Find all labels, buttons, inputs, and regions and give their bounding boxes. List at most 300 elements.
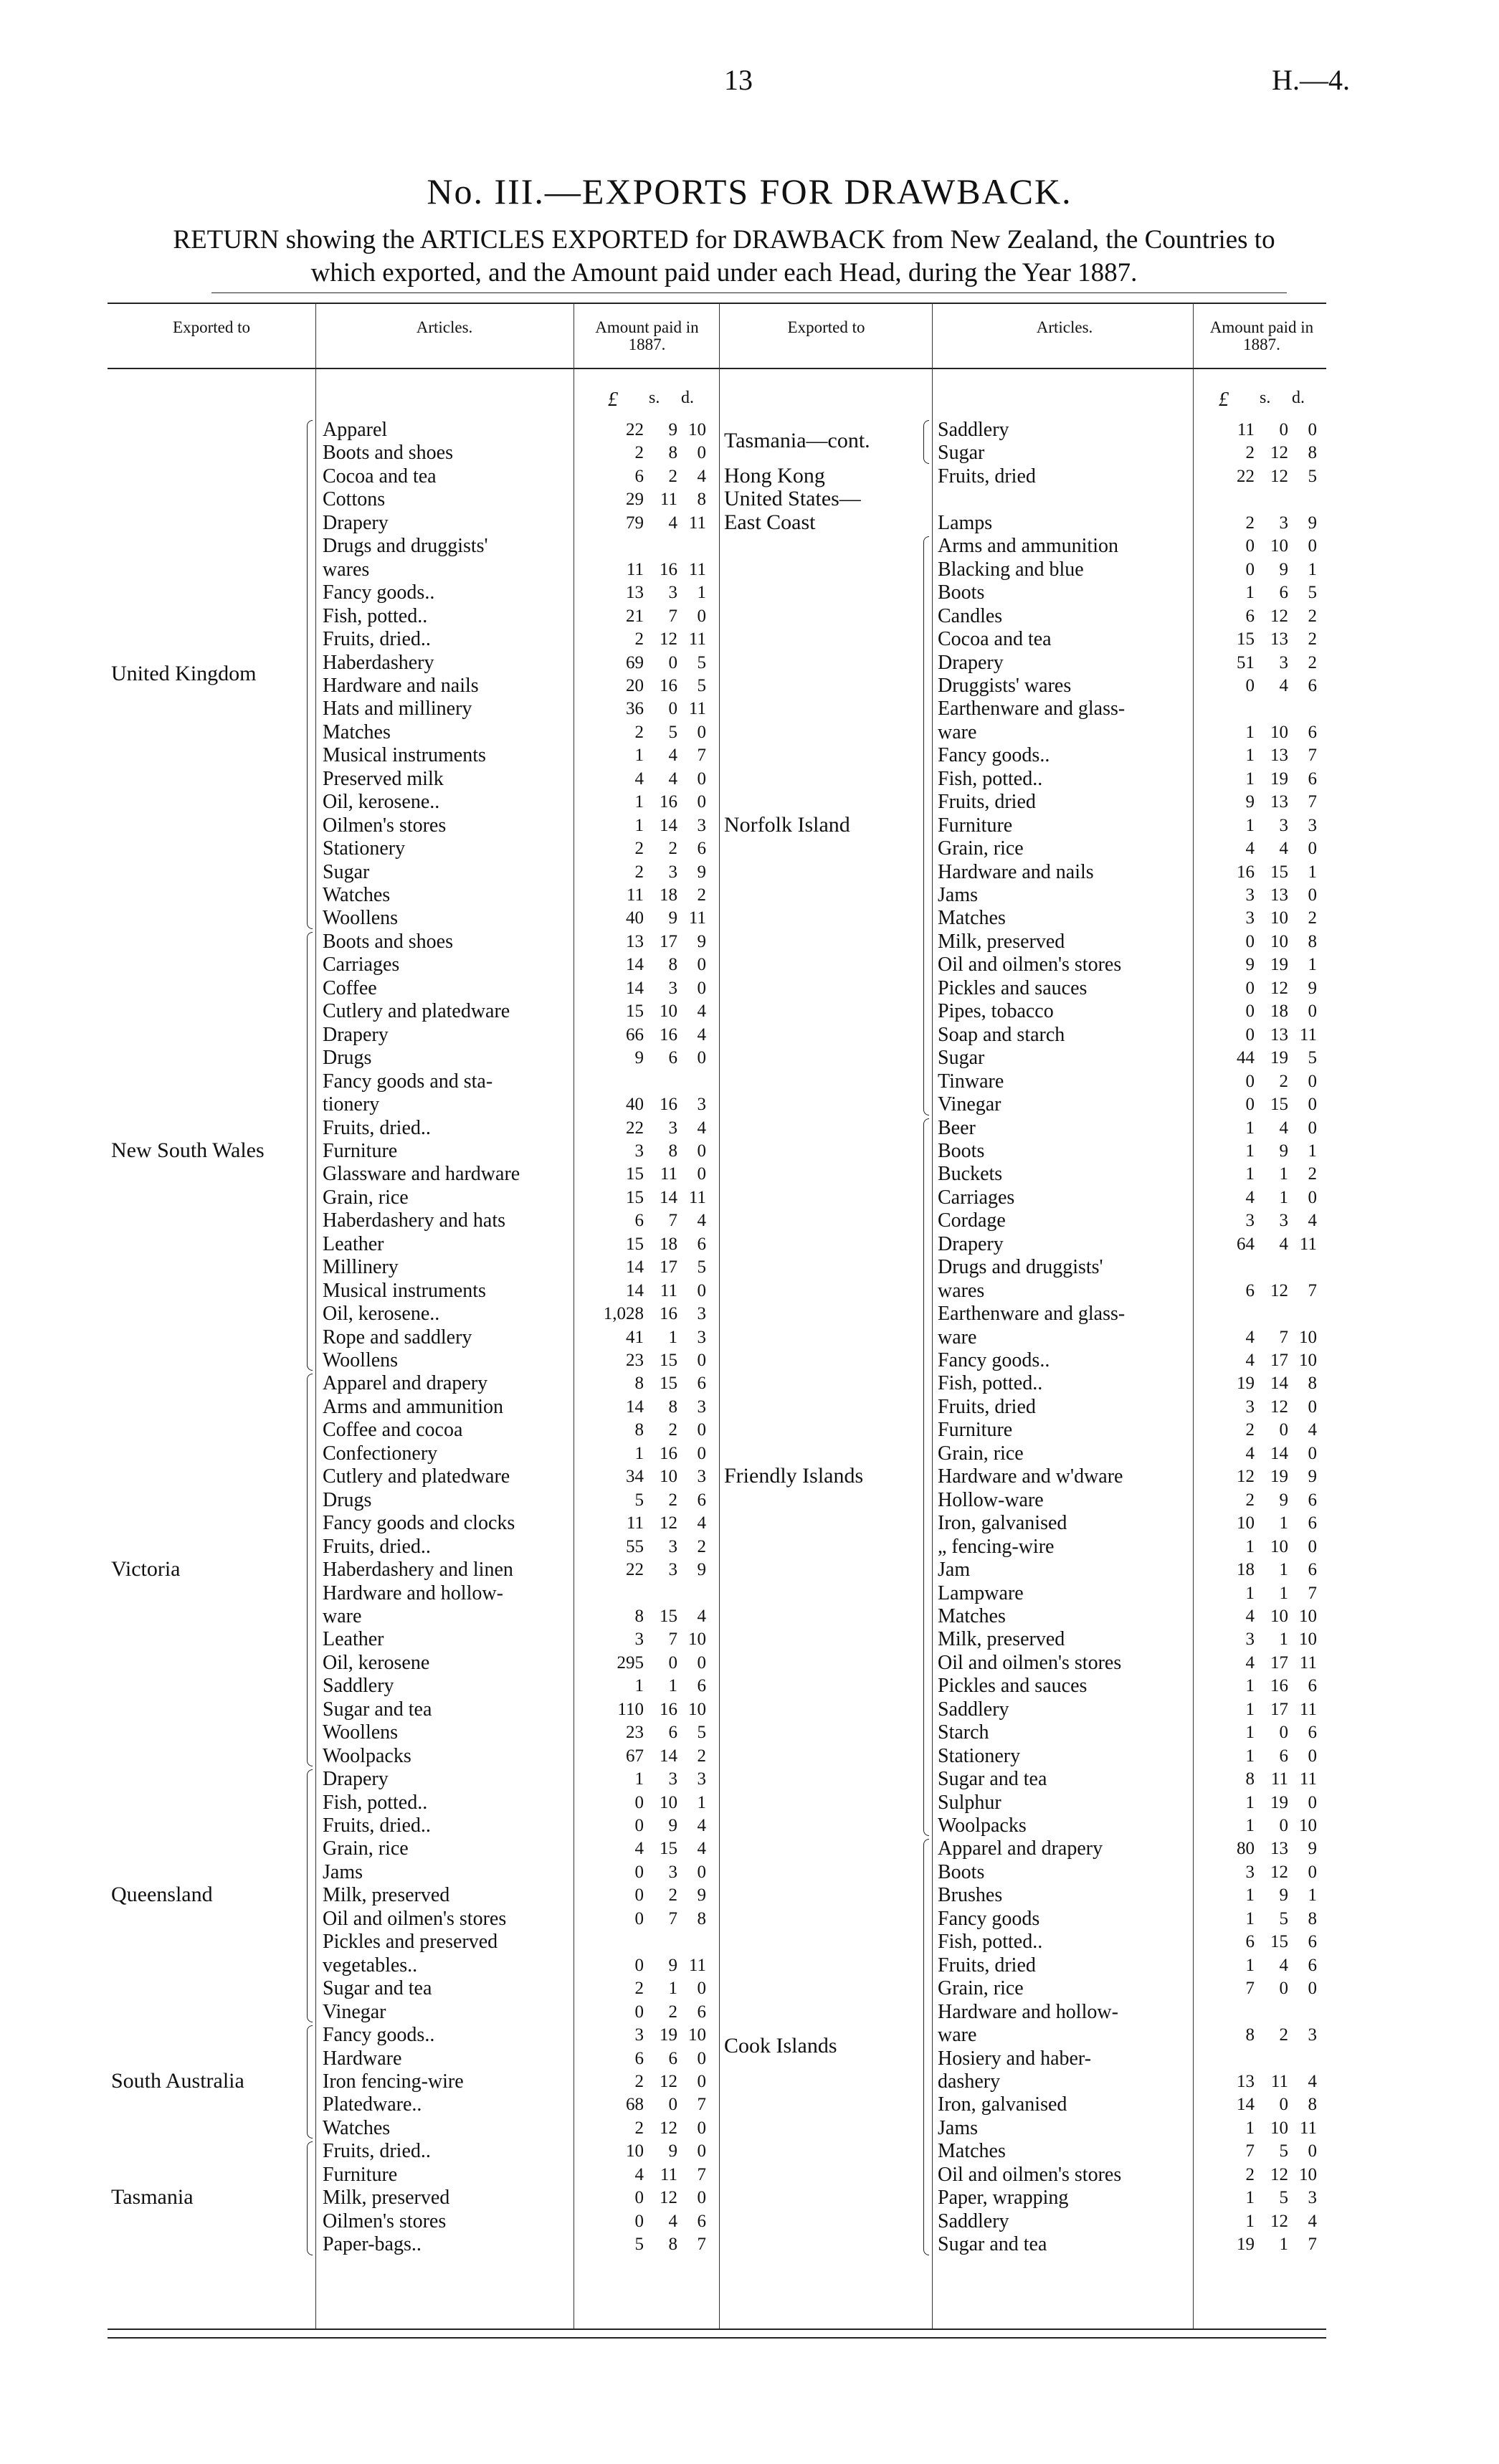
amount-shillings: 9 [668,1816,677,1835]
article-name: Matches [938,2140,1006,2163]
article-name: Leather [323,1628,384,1651]
article-name: Drugs [323,1047,372,1070]
amount-pounds: 14 [1237,2095,1255,2115]
amount-shillings: 6 [668,1723,677,1743]
amount-shillings: 15 [1270,862,1288,882]
amount-shillings: 7 [668,606,677,626]
amount-pence: 4 [1308,2211,1317,2231]
article-name: Platedware.. [323,2093,422,2116]
amount-pounds: 67 [626,1746,644,1766]
article-name: Watches [323,884,391,906]
country-label: New South Wales [111,1138,265,1162]
amount-shillings: 15 [1270,1095,1288,1115]
table-header-rule [108,368,1326,369]
amount-pence: 3 [1308,2025,1317,2045]
amount-shillings: 5 [1279,2141,1288,2161]
article-name: Drapery [323,1768,389,1791]
amount-pence: 5 [1308,466,1317,486]
country-label: Norfolk Island [724,812,850,837]
amount-pence: 0 [697,2048,706,2068]
article-name: Pipes, tobacco [938,1000,1054,1023]
group-brace [923,1839,929,2255]
amount-pence: 11 [1299,1769,1317,1789]
amount-shillings: 15 [660,1374,677,1394]
amount-shillings: 14 [660,1187,677,1207]
amount-shillings: 4 [1279,839,1288,859]
amount-pounds: 15 [626,1187,644,1207]
header-exported-to: Exported to [173,318,250,336]
amount-pounds: 14 [626,955,644,975]
currency-pence-2: d. [1292,389,1305,407]
country-label: Tasmania [111,2185,194,2209]
article-name: Haberdashery and linen [323,1559,513,1581]
amount-pence: 0 [697,1351,706,1370]
amount-pence: 0 [1308,1792,1317,1812]
amount-pence: 6 [1308,1955,1317,1975]
amount-shillings: 14 [1270,1443,1288,1463]
amount-shillings: 13 [1270,1024,1288,1045]
amount-pence: 9 [1308,978,1317,998]
amount-shillings: 9 [1279,1141,1288,1161]
amount-shillings: 16 [660,559,677,579]
amount-pounds: 66 [626,1024,644,1045]
group-brace [923,1118,929,1837]
article-name: Fish, potted.. [938,767,1043,790]
amount-pounds: 8 [634,1374,644,1394]
amount-shillings: 7 [1279,1327,1288,1347]
amount-pence: 6 [697,839,706,859]
amount-pounds: 69 [626,652,644,672]
amount-shillings: 6 [1279,1746,1288,1766]
article-name: Fish, potted.. [323,604,428,627]
amount-shillings: 0 [1279,2095,1288,2115]
amount-shillings: 11 [660,2164,677,2184]
amount-pence: 3 [1308,815,1317,835]
amount-shillings: 11 [660,490,677,510]
amount-shillings: 16 [660,1095,677,1115]
amount-pence: 4 [697,1513,706,1533]
amount-pounds: 4 [1245,1327,1255,1347]
article-name: Jams [938,2116,978,2139]
amount-pounds: 40 [626,908,644,928]
article-name: Furniture [938,1419,1013,1442]
amount-pounds: 13 [1237,2071,1255,2091]
amount-pence: 6 [1308,1676,1317,1696]
amount-pounds: 2 [1245,2164,1255,2184]
article-name: Sugar [938,442,985,465]
article-name: Rope and saddlery [323,1326,472,1348]
amount-shillings: 17 [1270,1699,1288,1719]
amount-pence: 10 [1299,1327,1317,1347]
amount-pence: 1 [1308,559,1317,579]
amount-shillings: 14 [1270,1374,1288,1394]
amount-pounds: 19 [1237,1374,1255,1394]
amount-pence: 0 [1308,1187,1317,1207]
amount-pence: 2 [1308,629,1317,650]
amount-shillings: 17 [1270,1652,1288,1673]
article-name: Drapery [323,511,389,534]
amount-pounds: 1 [1245,746,1255,766]
amount-pence: 0 [1308,1536,1317,1556]
amount-shillings: 16 [660,1443,677,1463]
article-name: Fruits, dried [938,791,1036,814]
amount-pence: 8 [1308,1908,1317,1928]
amount-pence: 4 [697,1002,706,1022]
amount-pence: 10 [1299,1351,1317,1370]
article-name: Fancy goods and sta- [323,1070,493,1093]
article-name: Milk, preserved [938,930,1065,953]
amount-pounds: 4 [1245,1606,1255,1626]
amount-pounds: 1 [1245,1723,1255,1743]
amount-shillings: 0 [1279,1723,1288,1743]
amount-shillings: 12 [1270,1397,1288,1417]
group-brace [307,1374,313,1766]
article-name: Hollow-ware [938,1488,1044,1511]
amount-pence: 8 [697,490,706,510]
amount-shillings: 10 [660,1792,677,1812]
amount-pence: 6 [697,2002,706,2022]
amount-pence: 0 [697,792,706,812]
article-name: Oil and oilmen's stores [938,953,1122,976]
article-name: tionery [323,1093,380,1116]
amount-shillings: 5 [668,722,677,742]
amount-pence: 0 [1308,1002,1317,1022]
amount-pounds: 34 [626,1467,644,1487]
amount-pence: 0 [1308,536,1317,556]
amount-pounds: 0 [634,2211,644,2231]
currency-shillings-2: s. [1260,389,1271,407]
amount-pence: 5 [697,1723,706,1743]
article-name: Cutlery and platedware [323,1000,510,1023]
amount-pounds: 0 [634,1885,644,1906]
article-name: Iron, galvanised [938,1512,1067,1535]
amount-pence: 3 [697,1397,706,1417]
amount-shillings: 0 [668,2095,677,2115]
article-name: Fruits, dried.. [323,1535,431,1558]
amount-pounds: 0 [634,1908,644,1928]
amount-pence: 9 [697,1560,706,1580]
amount-pounds: 14 [626,1280,644,1300]
amount-pence: 4 [697,466,706,486]
amount-pence: 11 [1299,2118,1317,2138]
amount-pounds: 110 [617,1699,644,1719]
amount-shillings: 10 [1270,1606,1288,1626]
amount-pounds: 14 [626,978,644,998]
amount-shillings: 12 [1270,606,1288,626]
amount-pounds: 55 [626,1536,644,1556]
amount-pounds: 3 [1245,1211,1255,1231]
amount-pounds: 4 [1245,1652,1255,1673]
amount-shillings: 9 [668,1955,677,1975]
amount-shillings: 0 [668,652,677,672]
amount-pence: 0 [697,1420,706,1440]
article-name: Glassware and hardware [323,1163,520,1186]
amount-pounds: 1 [1245,1816,1255,1835]
amount-shillings: 10 [660,1002,677,1022]
amount-pence: 0 [1308,1095,1317,1115]
article-name: Saddlery [938,419,1009,441]
article-name: Sugar and tea [323,1698,432,1721]
amount-pence: 2 [697,1536,706,1556]
amount-pounds: 0 [1245,536,1255,556]
subtitle [115,224,1333,290]
article-name: Sulphur [938,1791,1001,1814]
amount-pounds: 1 [634,792,644,812]
amount-pounds: 5 [634,2235,644,2255]
article-name: Woollens [323,907,399,930]
amount-pence: 0 [697,955,706,975]
article-name: Drugs and druggists' [323,535,488,558]
article-name: Saddlery [938,2209,1009,2232]
amount-pence: 4 [697,1606,706,1626]
article-name: Matches [323,720,391,743]
article-name: Fancy goods [938,1907,1040,1930]
amount-pence: 3 [697,1095,706,1115]
article-name: Cocoa and tea [323,465,437,487]
article-name: Fruits, dried.. [323,628,431,651]
header-amount-2: Amount paid in 1887. [1209,318,1314,353]
amount-pounds: 2 [634,722,644,742]
amount-pounds: 4 [634,769,644,789]
amount-pence: 9 [697,862,706,882]
amount-pence: 11 [688,629,706,650]
amount-shillings: 2 [668,1420,677,1440]
amount-pence: 0 [1308,1071,1317,1091]
amount-pounds: 8 [1245,2025,1255,2045]
amount-shillings: 3 [668,1769,677,1789]
amount-shillings: 4 [668,769,677,789]
amount-pence: 10 [688,420,706,439]
amount-shillings: 9 [1279,1490,1288,1510]
amount-pence: 2 [1308,652,1317,672]
amount-shillings: 15 [660,1351,677,1370]
country-label: Victoria [111,1557,181,1581]
amount-shillings: 1 [1279,1583,1288,1603]
amount-pence: 8 [1308,2095,1317,2115]
amount-pence: 0 [697,443,706,463]
article-name: Fish, potted.. [938,1931,1043,1954]
amount-pounds: 1 [1245,1536,1255,1556]
amount-pounds: 1 [1245,722,1255,742]
amount-pence: 4 [697,1839,706,1859]
amount-shillings: 16 [1270,1676,1288,1696]
amount-pence: 7 [697,2095,706,2115]
subtitle-line-2: which exported, and the Amount paid under each Head, during the Year 1887. [310,258,1138,287]
article-name: Fruits, dried.. [323,1116,431,1139]
article-name: Oil and oilmen's stores [938,1651,1122,1674]
amount-shillings: 16 [660,792,677,812]
amount-pounds: 0 [634,1955,644,1975]
article-name: Apparel [323,419,388,441]
amount-pence: 0 [1308,2141,1317,2161]
amount-shillings: 3 [668,978,677,998]
amount-pounds: 3 [1245,1862,1255,1882]
amount-shillings: 13 [1270,1839,1288,1859]
amount-pounds: 1 [1245,1792,1255,1812]
amount-pence: 0 [1308,1746,1317,1766]
article-name: Woolpacks [938,1814,1027,1837]
article-name: ware [323,1604,362,1627]
country-label: Friendly Islands [724,1464,864,1488]
article-name: Sugar and tea [938,2233,1047,2256]
amount-shillings: 17 [660,1257,677,1278]
amount-pence: 11 [1299,1652,1317,1673]
article-name: wares [938,1279,985,1302]
amount-shillings: 11 [1270,1769,1288,1789]
amount-shillings: 15 [660,1839,677,1859]
amount-shillings: 4 [1279,1118,1288,1138]
article-name: Woollens [323,1349,399,1371]
amount-pounds: 295 [617,1652,644,1673]
amount-pounds: 2 [1245,513,1255,533]
article-name: Milk, preserved [323,2187,450,2209]
amount-pence: 5 [697,675,706,695]
amount-pence: 0 [697,1141,706,1161]
amount-pence: 1 [1308,1885,1317,1906]
amount-pence: 0 [697,769,706,789]
amount-shillings: 19 [1270,1048,1288,1068]
article-name: Boots and shoes [323,442,453,465]
amount-pence: 10 [688,2025,706,2045]
amount-pounds: 36 [626,699,644,719]
amount-pounds: 1 [1245,1908,1255,1928]
article-name: Carriages [323,953,400,976]
amount-shillings: 3 [1279,1211,1288,1231]
amount-shillings: 8 [668,2235,677,2255]
country-label: East Coast [724,510,816,534]
amount-pounds: 10 [626,2141,644,2161]
amount-pounds: 23 [626,1723,644,1743]
country-label: Tasmania—cont. [724,429,870,453]
article-name: Iron, galvanised [938,2093,1067,2116]
amount-shillings: 0 [668,1652,677,1673]
amount-shillings: 4 [1279,675,1288,695]
amount-shillings: 18 [1270,1002,1288,1022]
amount-pence: 4 [697,1024,706,1045]
amount-pence: 9 [697,931,706,951]
amount-pence: 0 [1308,1862,1317,1882]
amount-shillings: 3 [668,1536,677,1556]
country-label: Hong Kong [724,463,825,487]
article-name: Grain, rice [938,837,1024,860]
amount-shillings: 13 [1270,792,1288,812]
amount-shillings: 0 [1279,1420,1288,1440]
amount-pounds: 1 [1245,769,1255,789]
amount-pence: 5 [1308,1048,1317,1068]
amount-pounds: 3 [634,1141,644,1161]
amount-shillings: 4 [668,513,677,533]
amount-pence: 5 [1308,583,1317,603]
amount-shillings: 9 [1279,1885,1288,1906]
amount-shillings: 12 [660,2188,677,2208]
amount-pounds: 2 [634,839,644,859]
article-name: Preserved milk [323,767,444,790]
amount-shillings: 12 [660,2118,677,2138]
article-name: Lampware [938,1581,1024,1604]
amount-pence: 6 [1308,769,1317,789]
currency-pounds-2: £ [1219,389,1229,411]
amount-pounds: 2 [634,443,644,463]
amount-shillings: 1 [668,1676,677,1696]
article-name: Jams [323,1860,363,1883]
amount-pounds: 23 [626,1351,644,1370]
article-name: Fruits, dried [938,1395,1036,1418]
amount-shillings: 17 [660,931,677,951]
amount-pounds: 2 [634,1979,644,1999]
article-name: Paper, wrapping [938,2187,1069,2209]
article-name: Furniture [323,2163,398,2186]
amount-pounds: 0 [1245,978,1255,998]
article-name: Hardware and hollow- [938,2000,1118,2023]
amount-pence: 8 [697,1908,706,1928]
article-name: Coffee and cocoa [323,1419,463,1442]
amount-pounds: 0 [1245,1024,1255,1045]
amount-pence: 0 [697,1862,706,1882]
amount-shillings: 16 [660,675,677,695]
amount-pence: 5 [697,652,706,672]
amount-pounds: 2 [634,2118,644,2138]
amount-pence: 6 [697,1676,706,1696]
amount-pounds: 1 [1245,1746,1255,1766]
article-name: Leather [323,1232,384,1255]
amount-pence: 2 [1308,1164,1317,1184]
article-name: Coffee [323,976,377,999]
amount-pence: 2 [1308,908,1317,928]
amount-pence: 6 [697,2211,706,2231]
amount-pence: 4 [1308,1211,1317,1231]
amount-pence: 5 [697,1257,706,1278]
header-amount: Amount paid in 1887. [595,318,699,353]
amount-pence: 11 [688,513,706,533]
article-name: Boots and shoes [323,930,453,953]
amount-shillings: 1 [1279,1187,1288,1207]
amount-pence: 10 [1299,1630,1317,1650]
amount-pounds: 1 [1245,1141,1255,1161]
article-name: Drugs [323,1488,372,1511]
amount-pounds: 1 [634,1443,644,1463]
article-name: Hardware and w'dware [938,1465,1123,1488]
amount-pounds: 79 [626,513,644,533]
amount-pence: 7 [1308,746,1317,766]
amount-pounds: 9 [634,1048,644,1068]
amount-pounds: 6 [1245,1280,1255,1300]
subtitle-line-1: RETURN showing the ARTICLES EXPORTED for DRAWBACK from New Zealand, the Countries to [173,225,1275,255]
amount-pounds: 1 [1245,2118,1255,2138]
amount-pence: 7 [697,746,706,766]
article-name: Pickles and sauces [938,976,1088,999]
amount-shillings: 10 [1270,2118,1288,2138]
amount-pence: 0 [1308,1443,1317,1463]
article-name: Fruits, dried.. [323,2140,431,2163]
amount-shillings: 0 [1279,1979,1288,1999]
article-name: Cottons [323,488,386,511]
currency-pence: d. [681,389,694,407]
amount-pounds: 4 [1245,1351,1255,1370]
amount-pence: 0 [1308,1979,1317,1999]
amount-pence: 9 [697,1885,706,1906]
subtitle-rule [211,292,1287,293]
amount-shillings: 12 [660,629,677,650]
amount-pounds: 12 [1237,1467,1255,1487]
amount-shillings: 5 [1279,1908,1288,1928]
article-name: Musical instruments [323,1279,486,1302]
amount-shillings: 1 [1279,1164,1288,1184]
article-name: Fish, potted.. [323,1791,428,1814]
amount-shillings: 11 [660,1164,677,1184]
article-name: Brushes [938,1884,1003,1907]
amount-pence: 10 [1299,2164,1317,2184]
amount-pence: 6 [697,1374,706,1394]
